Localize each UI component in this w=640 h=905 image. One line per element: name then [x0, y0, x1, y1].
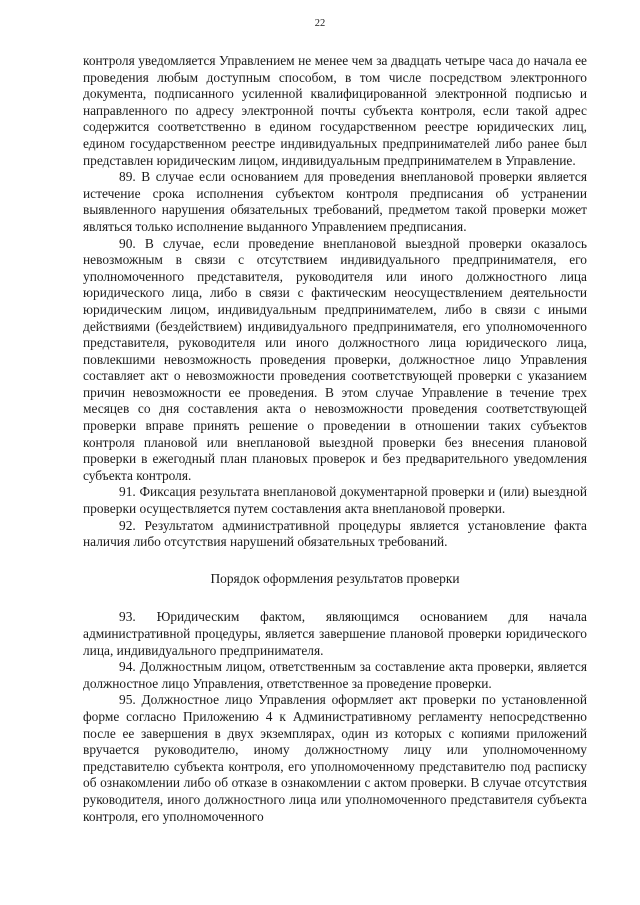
paragraph-90: 90. В случае, если проведение внеплановой выездной проверки оказалось невозможным в связи с отсутствием индивидуального предпринимателя, его уполномоченного представителя, руководителя или иного должностного лица юридического лица, либо в связи с фактическим неосуществлением деятельности юридическим лицом, индивидуальным предпринимателем, либо в связи с иными действиями (бездействием) индивидуального предпринимателя, его уполномоченного представителя, руководителя или иного должностного лица юридического лица, повлекшими невозможность проведения проверки, должностное лицо Управления составляет акт о невозможности проведения соответствующей проверки с указанием причин невозможности ее проведения. В этом случае Управление в течение трех месяцев со дня составления акта о невозможности проведения соответствующей проверки вправе принять решение о проведении в отношении таких субъектов контроля плановой или внеплановой выездной проверки без внесения плановой проверки в ежегодный план плановых проверок и без предварительного уведомления субъекта контроля. — [83, 235, 587, 483]
paragraph-94: 94. Должностным лицом, ответственным за составление акта проверки, является должностное лицо Управления, ответственное за проведение проверки. — [83, 659, 587, 691]
paragraph-continuation: контроля уведомляется Управлением не менее чем за двадцать четыре часа до начала ее проведения любым доступным способом, в том числе посредством электронного документа, подписанного усиленной квалифицированной электронной подписью и направленного по адресу электронной почты субъекта контроля, если такой адрес содержится соответственно в едином государственном реестре юридических лиц, едином государственном реестре индивидуальных предпринимателей либо ранее был представлен юридическим лицом, индивидуальным предпринимателем в Управление. — [83, 53, 587, 168]
section-heading: Порядок оформления результатов проверки — [210, 570, 460, 586]
page-number: 22 — [314, 18, 326, 29]
paragraph-95: 95. Должностное лицо Управления оформляет акт проверки по установленной форме согласно Приложению 4 к Административному регламенту непосредственно после ее завершения в двух экземплярах, один из которых с копиями приложений вручается руководителю, иному должностному лицу или уполномоченному представителю субъекта контроля, его уполномоченному представителю под расписку об ознакомлении либо об отказе в ознакомлении с актом проверки. В случае отсутствия руководителя, иного должностного лица или уполномоченного представителя субъекта контроля, его уполномоченного — [83, 692, 587, 824]
paragraph-92: 92. Результатом административной процедуры является установление факта наличия либо отсутствия нарушений обязательных требований. — [83, 517, 587, 550]
paragraph-93: 93. Юридическим фактом, являющимся основанием для начала административной процедуры, является завершение плановой проверки юридического лица, индивидуального предпринимателя. — [83, 609, 587, 658]
paragraph-91: 91. Фиксация результата внеплановой документарной проверки и (или) выездной проверки осуществляется путем составления акта внеплановой проверки. — [83, 484, 587, 517]
document-body — [83, 53, 587, 825]
paragraph-89: 89. В случае если основанием для проведения внеплановой проверки является истечение срока исполнения субъектом контроля предписания об устранении выявленного нарушения обязательных требований, предметом такой проверки может являться только исполнение выданного Управлением предписания. — [83, 169, 587, 234]
